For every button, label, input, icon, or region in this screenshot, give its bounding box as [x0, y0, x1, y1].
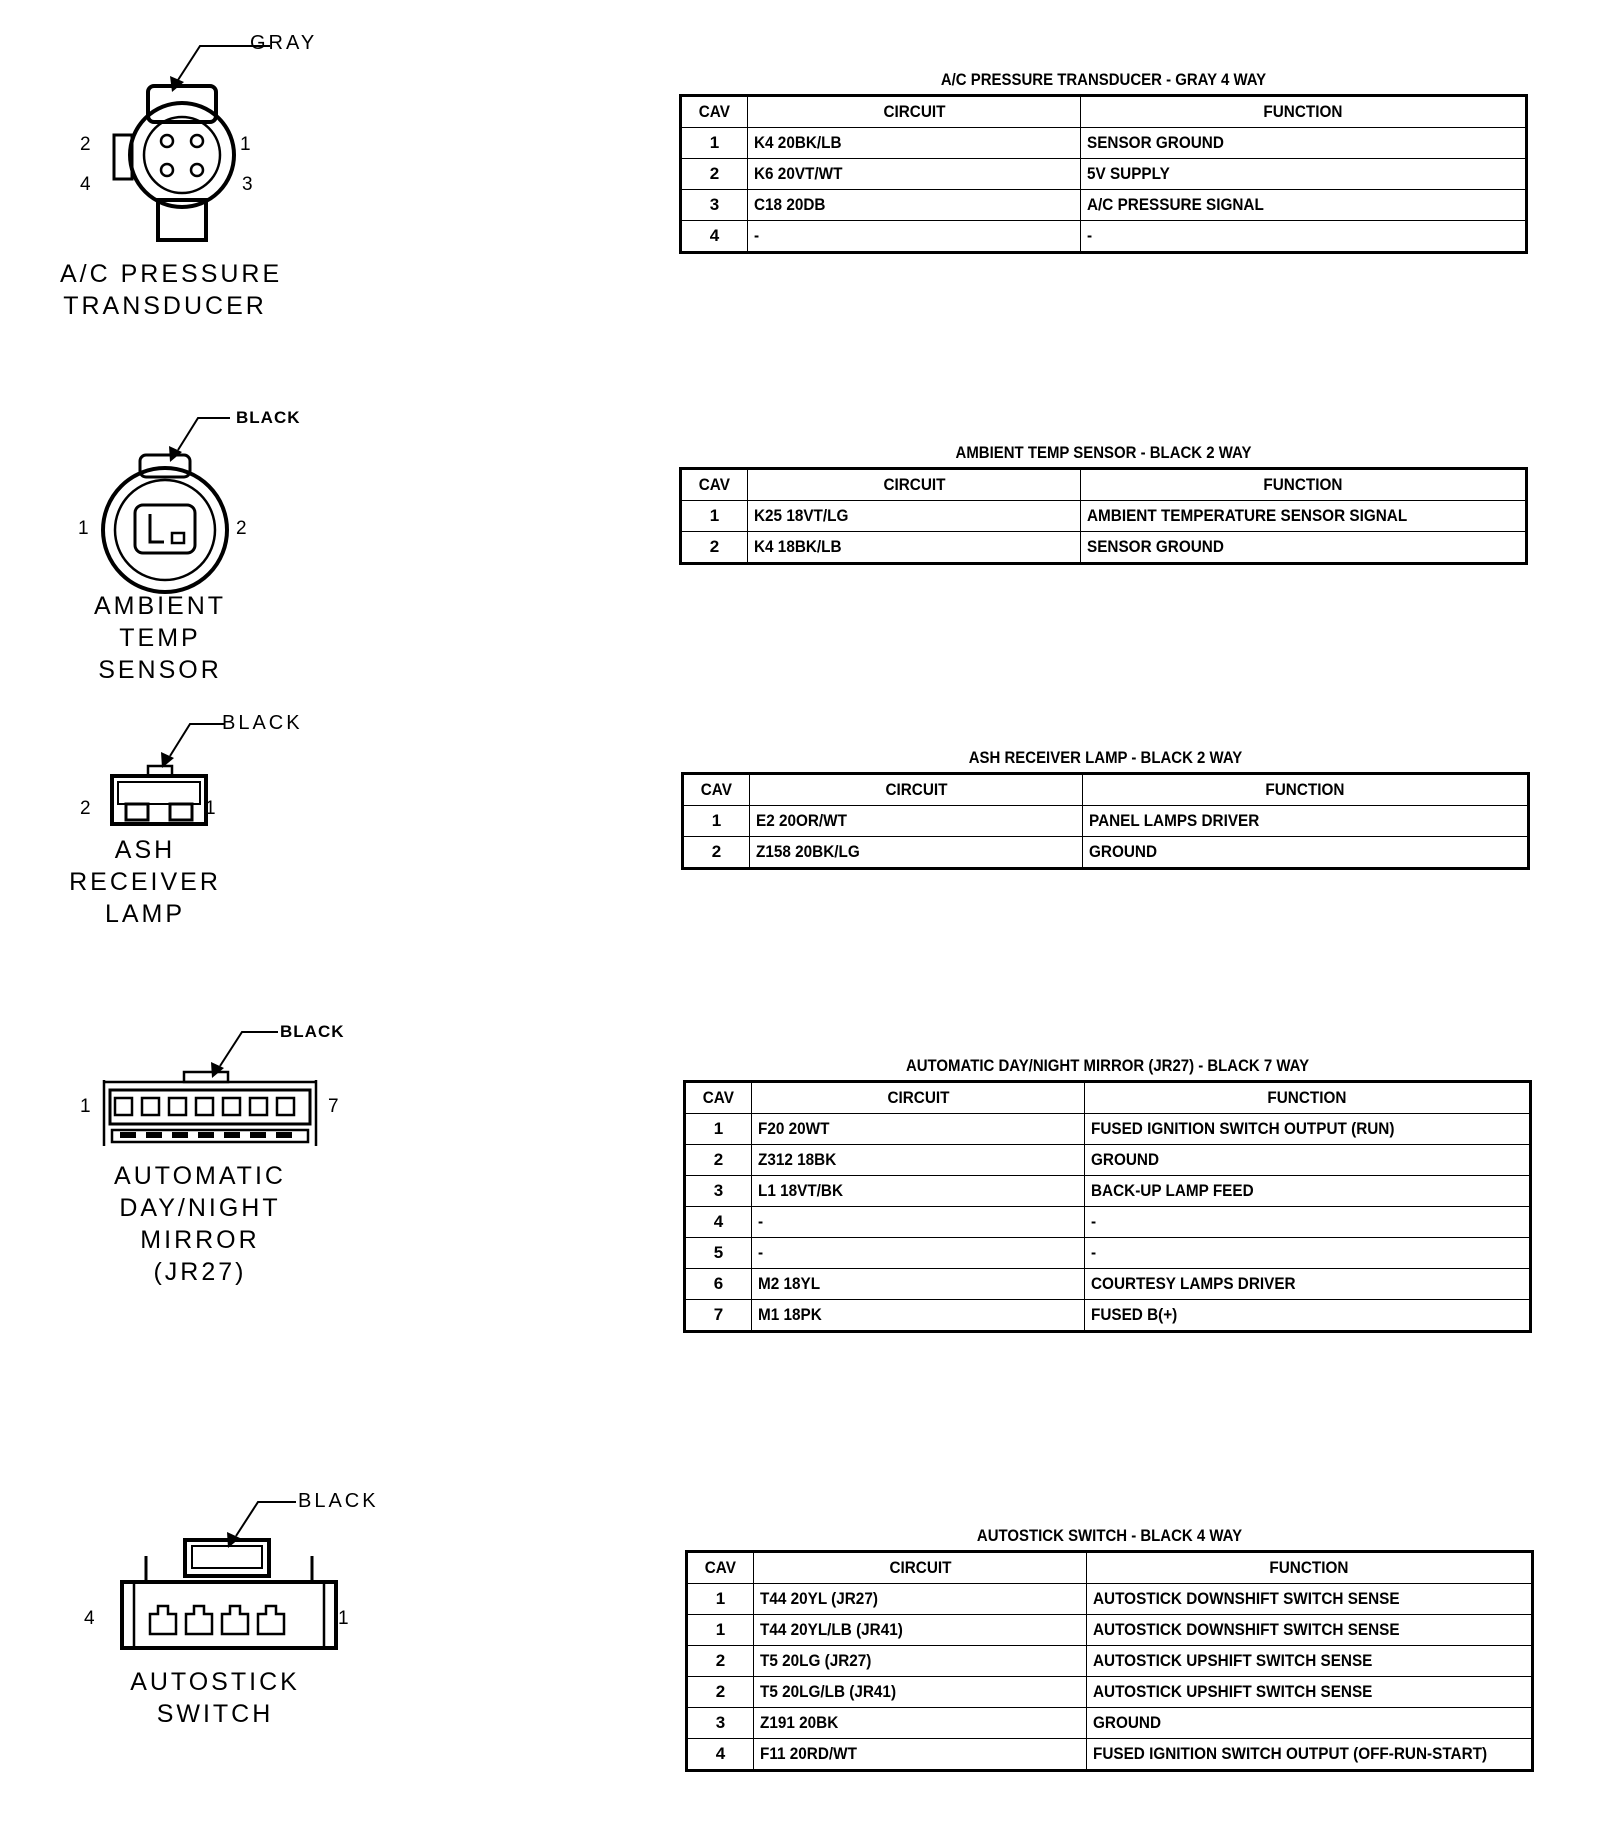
table-row: 1 F20 20WT FUSED IGNITION SWITCH OUTPUT (RUN) — [685, 1114, 1531, 1145]
table-row: 1 T44 20YL/LB (JR41) AUTOSTICK DOWNSHIFT SWITCH SENSE — [687, 1615, 1533, 1646]
table-row: 4 - - — [681, 221, 1527, 253]
pinout-table — [685, 1526, 1534, 1772]
column-header-circuit: CIRCUIT — [750, 774, 1083, 806]
connector-name: AUTOSTICK SWITCH — [130, 1668, 300, 1728]
pin-label: 2 — [80, 798, 91, 819]
table-row: 6 M2 18YL COURTESY LAMPS DRIVER — [685, 1269, 1531, 1300]
pin-label: 2 — [236, 518, 247, 539]
table-row: 2 K6 20VT/WT 5V SUPPLY — [681, 159, 1527, 190]
table-header-row — [683, 774, 1529, 806]
column-header-circuit: CIRCUIT — [748, 469, 1081, 501]
pinout-table — [683, 1056, 1532, 1333]
table-row: 2 Z158 20BK/LG GROUND — [683, 837, 1529, 869]
connector-color-label: BLACK — [236, 408, 301, 427]
column-header-function: FUNCTION — [1083, 774, 1529, 806]
column-header-cav: CAV — [681, 96, 748, 128]
table-row: 1 K4 20BK/LB SENSOR GROUND — [681, 128, 1527, 159]
pin-label: 1 — [205, 798, 216, 819]
connector-color-label: BLACK — [298, 1490, 379, 1512]
pin-label: 1 — [78, 518, 89, 539]
pin-label: 2 — [80, 134, 91, 155]
black-2-way-round-connector-icon — [60, 410, 320, 610]
pin-label: 1 — [338, 1608, 349, 1629]
table-row: 4 F11 20RD/WT FUSED IGNITION SWITCH OUTPUT (OFF-RUN-START) — [687, 1739, 1533, 1771]
column-header-cav: CAV — [685, 1082, 752, 1114]
pinout-table — [679, 70, 1528, 254]
table-row: 2 Z312 18BK GROUND — [685, 1145, 1531, 1176]
column-header-cav: CAV — [681, 469, 748, 501]
column-header-function: FUNCTION — [1081, 469, 1527, 501]
column-header-cav: CAV — [683, 774, 750, 806]
pin-label: 4 — [84, 1608, 95, 1629]
connector-color-label: GRAY — [250, 32, 318, 54]
column-header-function: FUNCTION — [1087, 1552, 1533, 1584]
table-row: 1 K25 18VT/LG AMBIENT TEMPERATURE SENSOR SIGNAL — [681, 501, 1527, 532]
gray-4-way-connector-icon — [60, 30, 320, 270]
table-row: 3 L1 18VT/BK BACK-UP LAMP FEED — [685, 1176, 1531, 1207]
table-row: 3 Z191 20BK GROUND — [687, 1708, 1533, 1739]
table-header-row — [681, 96, 1527, 128]
pin-label: 1 — [80, 1096, 91, 1117]
pinout-table — [681, 748, 1530, 870]
table-row: 2 K4 18BK/LB SENSOR GROUND — [681, 532, 1527, 564]
table-row: 1 T44 20YL (JR27) AUTOSTICK DOWNSHIFT SWITCH SENSE — [687, 1584, 1533, 1615]
connector-diagram — [60, 1480, 420, 1780]
column-header-function: FUNCTION — [1085, 1082, 1531, 1114]
connector-name: AMBIENT TEMP SENSOR — [93, 592, 227, 684]
table-row: 3 C18 20DB A/C PRESSURE SIGNAL — [681, 190, 1527, 221]
pin-label: 1 — [240, 134, 251, 155]
table-row: 2 T5 20LG/LB (JR41) AUTOSTICK UPSHIFT SWITCH SENSE — [687, 1677, 1533, 1708]
table-header-row — [685, 1082, 1531, 1114]
table-row: 4 - - — [685, 1207, 1531, 1238]
column-header-cav: CAV — [687, 1552, 754, 1584]
table-row: 7 M1 18PK FUSED B(+) — [685, 1300, 1531, 1332]
connector-name: AUTOMATIC DAY/NIGHT MIRROR (JR27) — [114, 1162, 286, 1286]
table-title: AMBIENT TEMP SENSOR - BLACK 2 WAY — [955, 443, 1252, 462]
table-header-row — [681, 469, 1527, 501]
connector-color-label: BLACK — [280, 1022, 345, 1041]
table-title: A/C PRESSURE TRANSDUCER - GRAY 4 WAY — [940, 70, 1267, 89]
connector-name: ASH RECEIVER LAMP — [69, 836, 221, 928]
table-title: ASH RECEIVER LAMP - BLACK 2 WAY — [968, 748, 1243, 767]
pin-label: 7 — [328, 1096, 339, 1117]
table-header-row — [687, 1552, 1533, 1584]
table-title: AUTOMATIC DAY/NIGHT MIRROR (JR27) - BLACK 7 WAY — [905, 1056, 1310, 1075]
connector-name: A/C PRESSURE TRANSDUCER — [60, 260, 283, 320]
column-header-circuit: CIRCUIT — [754, 1552, 1087, 1584]
column-header-circuit: CIRCUIT — [752, 1082, 1085, 1114]
table-row: 1 E2 20OR/WT PANEL LAMPS DRIVER — [683, 806, 1529, 837]
pin-label: 4 — [80, 174, 91, 195]
column-header-function: FUNCTION — [1081, 96, 1527, 128]
table-row: 5 - - — [685, 1238, 1531, 1269]
pinout-table — [679, 443, 1528, 565]
column-header-circuit: CIRCUIT — [748, 96, 1081, 128]
table-row: 2 T5 20LG (JR27) AUTOSTICK UPSHIFT SWITCH SENSE — [687, 1646, 1533, 1677]
table-title: AUTOSTICK SWITCH - BLACK 4 WAY — [976, 1526, 1243, 1545]
connector-color-label: BLACK — [222, 712, 303, 734]
pin-label: 3 — [242, 174, 253, 195]
